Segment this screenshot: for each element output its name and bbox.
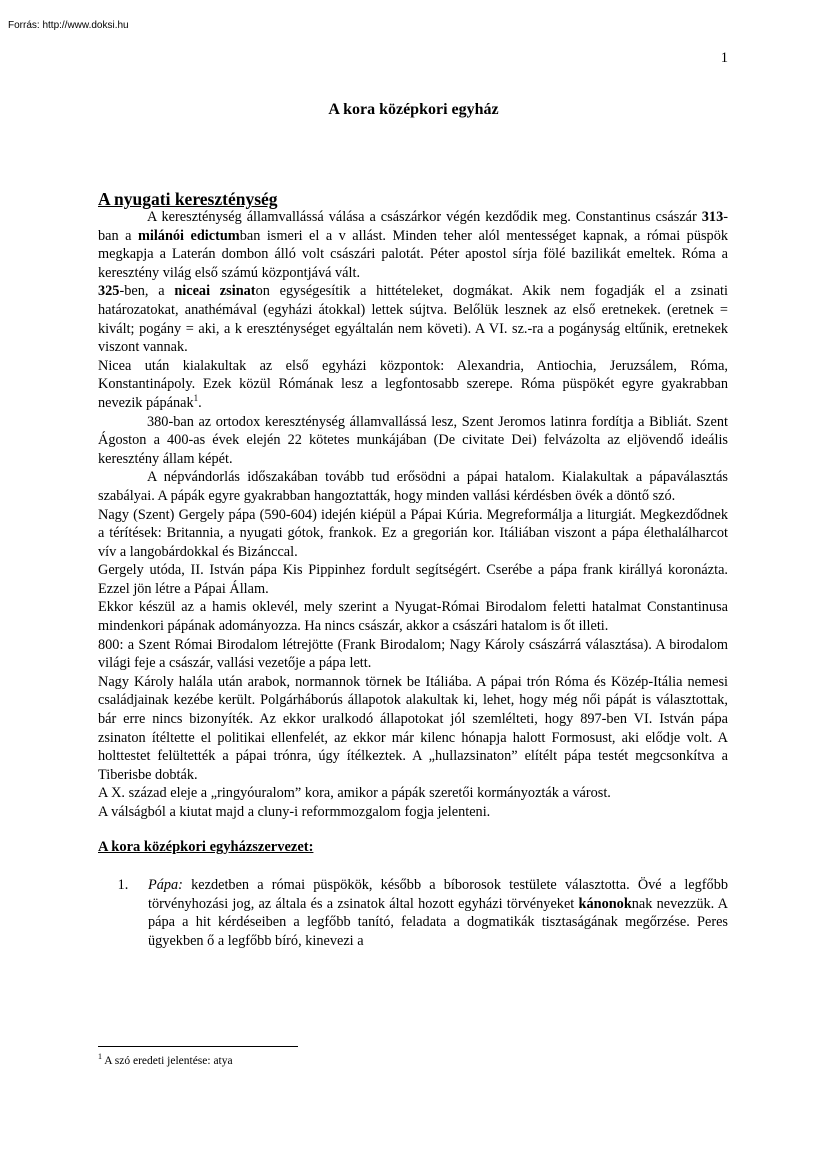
list-item-text: Pápa: kezdetben a római püspökök, később a bíborosok testülete választotta. Övé a legfőbb törvényhozási jog, az általa és a zsinatok által hozott egyházi törvényeket kánonoknak nevezzük. A pápa a hit kérdéseiben a legfőbb tanító, feladata a dogmatikák tisztaságának megőrzése. Peres ügyekben ő a legfőbb bíró, kinevezi a — [148, 877, 728, 949]
section-heading-church-organization: A kora középkori egyházszervezet: — [98, 838, 314, 855]
paragraph: Nagy Károly halála után arabok, normannok törnek be Itáliába. A pápai trón Róma és Közép-Itália nemesi családjainak kezébe került. Polgárháborús állapotok alakultak ki, lehet, hogy még női pápát is választottak, bár erre nincs bizonyíték. Az ekkor uralkodó állapotokat jól szemlélteti, hogy 897-ben VI. István pápa zsinaton ítéltette el politikai ellenfelét, az ekkor már kilenc hónapja halott Formosust, aki elődje volt. A holttestet felültették a pápai trónra, úgy ítélkeztek. A „hullazsinaton” elítélt pápa testét megcsonkítva a Tiberisbe dobták. — [98, 673, 728, 783]
footnote-text: A szó eredeti jelentése: atya — [102, 1055, 233, 1067]
footnote-separator — [98, 1046, 298, 1047]
paragraph: Nagy (Szent) Gergely pápa (590-604) idején kiépül a Pápai Kúria. Megreformálja a liturgiát. Megkezdődnek a térítések: Britannia, a nyugati gótok, frankok. Ez a gregorián kor. Itáliában viszont a pápa élethalálharcot vív a langobárdokkal és Bizánccal. — [98, 506, 728, 560]
paragraph: Ekkor készül az a hamis oklevél, mely szerint a Nyugat-Római Birodalom feletti hatalmat Constantinusa mindenkori pápának adományozza. Ha nincs császár, akkor a császári hatalom is őt illeti. — [98, 599, 728, 635]
paragraph: A X. század eleje a „ringyóuralom” kora, amikor a pápák szeretői kormányozták a várost. — [98, 785, 611, 802]
paragraph: A népvándorlás időszakában tovább tud erősödni a pápai hatalom. Kialakultak a pápaválasztás szabályai. A pápák egyre gyakrabban hangoztatták, hogy minden vallási kérdésben övék a döntő szó. — [98, 469, 728, 504]
paragraph: 380-ban az ortodox kereszténység államvallássá lesz, Szent Jeromos latinra fordítja a Bibliát. Szent Ágoston a 400-as évek elején 22 kötetes munkájában (De civitate Dei) felvázolta az eljövendő ideális keresztény állam képét. — [98, 413, 728, 467]
document-title: A kora középkori egyház — [328, 101, 499, 118]
page-number: 1 — [720, 50, 728, 66]
paragraph: Nicea után kialakultak az első egyházi központok: Alexandria, Antiochia, Jeruzsálem, Róma, Konstantinápoly. Ezek közül Rómának lesz a legfontosabb szerepe. Róma püspökét egyre gyakrabban nevezik pápának$^1$. — [98, 357, 728, 411]
footnote-mark: 1 — [98, 1052, 102, 1062]
section-heading-western-christianity: A nyugati kereszténység — [98, 189, 278, 209]
paragraph: 800: a Szent Római Birodalom létrejötte (Frank Birodalom; Nagy Károly császárrá választása). A birodalom világi feje a császár, vallási vezetője a pápa lett. — [98, 636, 728, 672]
list-item — [98, 876, 728, 950]
paragraph: A kereszténység államvallássá válása a császárkor végén kezdődik meg. Constantinus császár 313-ban a milánói edictumban ismeri el a v allást. Minden teher alól mentességet kapnak, a római püspök megkapja a Laterán dombon álló volt császári palotát. Péter apostol sírja fölé bazilikát emeltek. Róma a keresztény világ első számú központjává vált. — [98, 209, 728, 281]
footnote — [98, 1052, 233, 1067]
numbered-list — [98, 876, 728, 950]
source-line: Forrás: http://www.doksi.hu — [8, 20, 129, 31]
paragraph: Gergely utóda, II. István pápa Kis Pippinhez fordult segítségért. Cserébe a pápa frank királlyá koronázta. Ezzel jön létre a Pápai Állam. — [98, 562, 728, 597]
list-item-number: 1. — [117, 877, 129, 894]
footnote-reference[interactable]: 1 — [193, 393, 199, 404]
document-body — [98, 208, 728, 951]
paragraph: A válságból a kiutat majd a cluny-i reformmozgalom fogja jelenteni. — [98, 804, 491, 820]
paragraph: 325-ben, a niceai zsinaton egységesítik a hittételeket, dogmákat. Akik nem fogadják el a zsinati határozatokat, anathémával (egyházi átokkal) lettek sújtva. Belőlük lesznek az első eretnekek. (eretnek = kivált; pogány = aki, a k ereszténységet egyáltalán nem követi). A VI. sz.-ra a pogányság eltűnik, eretnekek viszont vannak. — [98, 283, 728, 356]
